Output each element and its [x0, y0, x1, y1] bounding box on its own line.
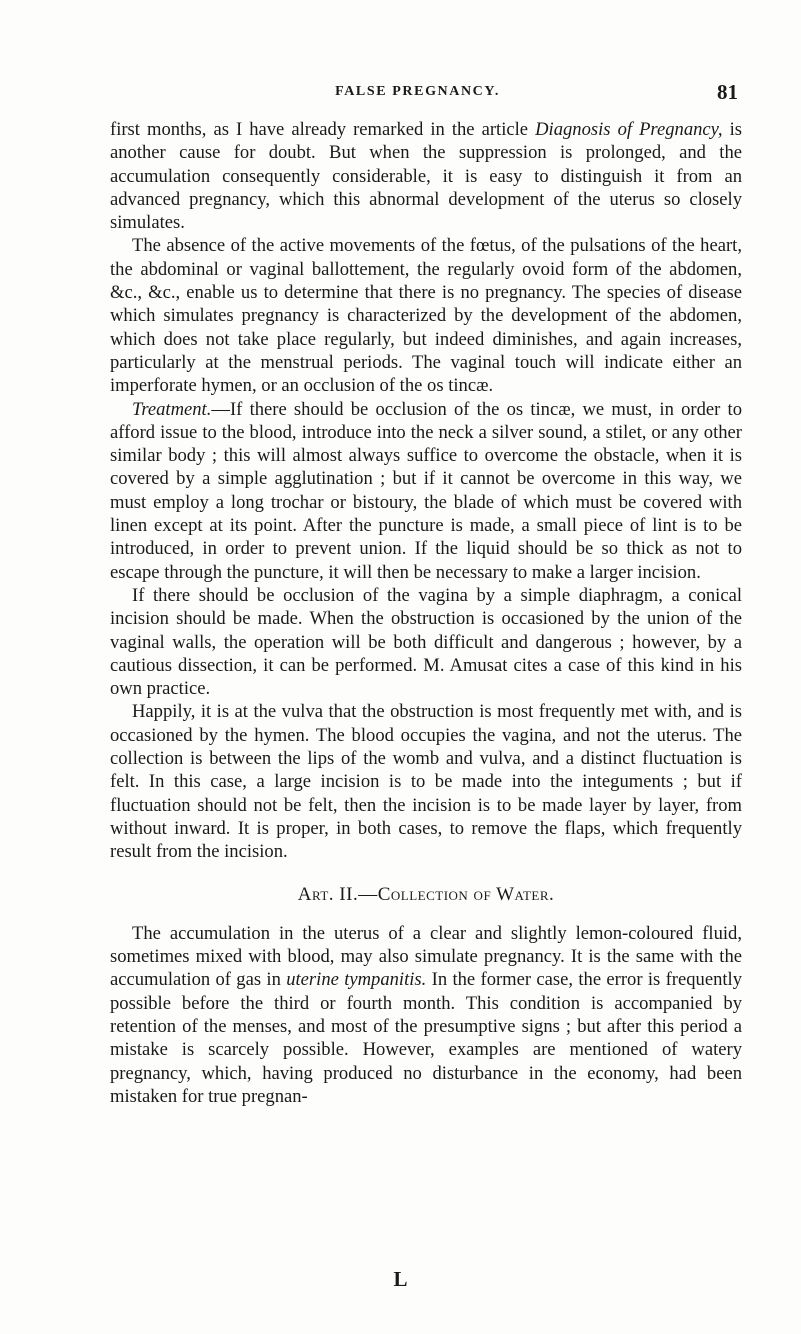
paragraph-vaginal-occlusion: If there should be occlusion of the vagina by a simple diaphragm, a conical incision should be made. When the obstruction is occasioned by the union of the vaginal walls, the operation will be both difficult and dangerous ; however, by a cautious dissection, it can be performed. M. Amusat cites a case of this kind in his own practice.: [110, 584, 742, 700]
italic-term: uterine tympanitis.: [286, 969, 427, 991]
page-number: 81: [717, 80, 738, 104]
paragraph-collection-of-water: The accumulation in the uterus of a clear and slightly lemon-coloured fluid, sometimes mixed with blood, may also simulate pregnancy. It is the same with the accumulation of gas in uterine tympanitis. In the former case, the error is frequently possible before the third or fourth month. This condition is accompanied by retention of the menses, and most of the presumptive signs ; but after this period a mistake is scarcely possible. However, examples are mentioned of watery pregnancy, which, having produced no disturbance in the economy, had been mistaken for true pregnan-: [110, 922, 743, 1107]
page-header: [95, 80, 740, 108]
signature-mark: L: [393, 1267, 408, 1291]
section-heading: Art. II.—Collection of Water.: [297, 883, 555, 905]
paragraph-diagnosis: The absence of the active movements of the fœtus, of the pulsations of the heart, the abdominal or vaginal ballottement, the regularly ovoid form of the abdomen, &c., &c., enable us to determine that there is no pregnancy. The species of disease which simulates pregnancy is characterized by the development of the abdomen, which does not take place regularly, but indeed diminishes, and again increases, particularly at the menstrual periods. The vaginal touch will indicate either an imperforate hymen, or an occlusion of the os tincæ.: [110, 235, 742, 397]
paragraph-vulva-obstruction: Happily, it is at the vulva that the obstruction is most frequently met with, and is occasioned by the hymen. The blood occupies the vagina, and not the uterus. The collection is between the lips of the womb and vulva, and a distinct fluctuation is felt. In this case, a large incision is to be made into the integuments ; but if fluctuation should not be felt, then the incision is to be made layer by layer, from without inward. It is proper, in both cases, to remove the flaps, which frequently result from the incision.: [110, 701, 742, 863]
running-title: FALSE PREGNANCY.: [335, 84, 500, 99]
body-text: [110, 118, 742, 1108]
paragraph-treatment: Treatment.—If there should be occlusion of the os tincæ, we must, in order to afford issue to the blood, introduce into the neck a silver sound, a stilet, or any other similar body ; this will almost always suffice to overcome the obstacle, when it is covered by a simple agglutination ; but if it cannot be overcome in this way, we must employ a long trochar or bistoury, the blade of which must be covered with linen except at its point. After the puncture is made, a small piece of lint is to be introduced, in order to prevent union. If the liquid should be so thick as not to escape through the puncture, it will then be necessary to make a larger incision.: [110, 398, 742, 583]
italic-reference: Diagnosis of Pregnancy,: [535, 119, 723, 140]
treatment-lead: Treatment.: [132, 398, 212, 420]
paragraph-continued: first months, as I have already remarked in the article Diagnosis of Pregnancy, is another cause for doubt. But when the suppression is prolonged, and the accumulation consequently considerable, it is easy to distinguish it from an advanced pregnancy, which this abnormal development of the uterus so closely simulates.: [110, 119, 743, 234]
